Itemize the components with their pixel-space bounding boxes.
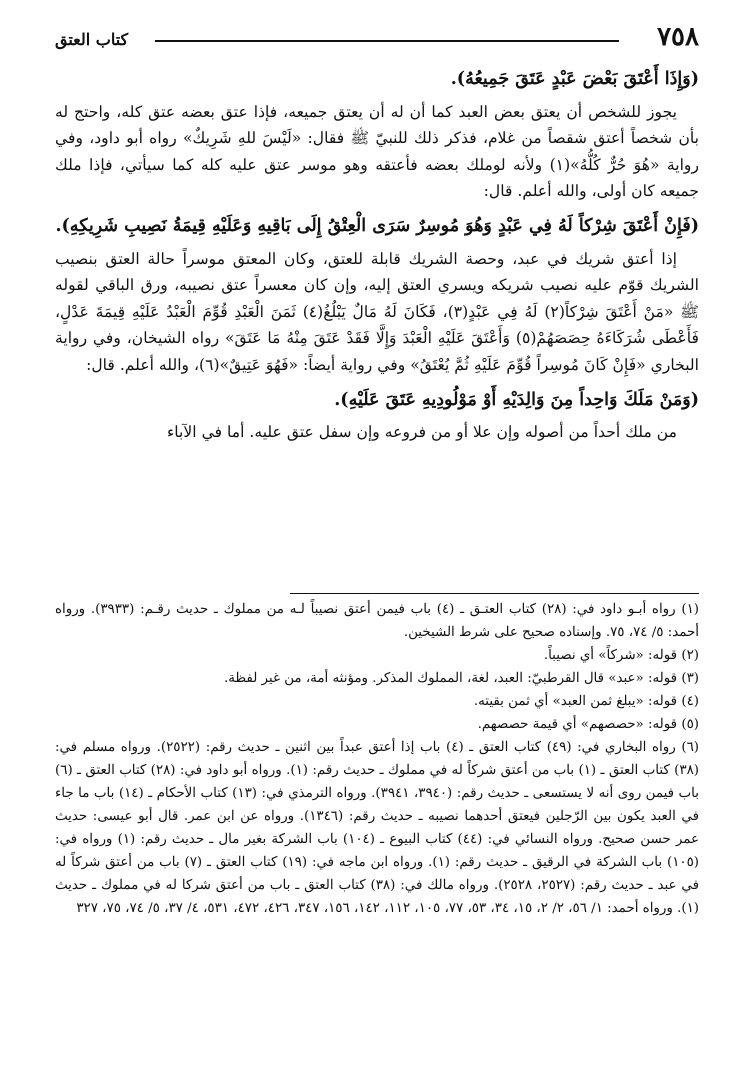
footnote: (٤) قوله: «يبلغ ثمن العبد» أي ثمن بقيته. [473, 694, 699, 709]
footnote: (٢) قوله: «شركاً» أي نصيباً. [543, 648, 699, 663]
footnote: (٣) قوله: «عبد» قال القرطبيّ: العبد، لغة، المملوك المذكر. ومؤنثه أمة، من غير لفظة. [224, 671, 699, 686]
matn-line: (وَإِذَا أَعْتَقَ بَعْضَ عَبْدٍ عَتَقَ جَمِيعُهُ). [450, 69, 699, 89]
footnote: (٥) قوله: «حصصهم» أي قيمة حصصهم. [477, 717, 699, 732]
matn-line: (فَإِنْ أَعْتَقَ شِرْكاً لَهُ فِي عَبْدٍ وَهُوَ مُوسِرٌ سَرَى الْعِتْقُ إِلَى بَاقِيهِ وَعَلَيْهِ قِيمَةُ نَصِيبِ شَرِيكِهِ). [55, 215, 699, 236]
commentary-paragraph: من ملك أحداً من أصوله وإن علا أو من فروعه وإن سفل عتق عليه. أما في الآباء [166, 423, 677, 442]
page-number: ٧٥٨ [657, 22, 699, 52]
footnote: (١) رواه أبـو داود في: (٢٨) كتاب العتـق ـ (٤) باب فيمن أعتق نصيباً لـه من مملوك ـ حديث رقـم: (٣٩٣٣). ورواه أحمد: ٥/ ٧٤، ٧٥. وإسناده صحيح على شرط الشيخين. [55, 602, 699, 640]
footnote: (٦) رواه البخاري في: (٤٩) كتاب العتق ـ (٤) باب إذا أعتق عبداً بين اثنين ـ حديث رقم: (٢٥٢٢). ورواه مسلم في: (٣٨) كتاب العتق ـ (١) باب من أعتق شركاً له في مملوك ـ حديث رقم: (١). ورواه أبو داود في: (٢٨) كتاب العتق ـ (٦) باب فيمن روى أنه لا يستسعى ـ حديث رقم: (٣٩٤٠، ٣٩٤١). ورواه الترمذي في: (١٣) كتاب الأحكام ـ (١٤) باب ما جاء في العبد يكون بين الرّجلين فيعتق أحدهما نصيبه ـ حديث رقم: (١٣٤٦). ورواه عن ابن عمر. قال أبو عيسى: حديث عمر حسن صحيح. ورواه النسائي في: (٤٤) كتاب البيوع ـ (١٠٤) باب الشركة بغير مال ـ حديث رقم: (١) ورواه في: (١٠٥) باب الشركة في الرقيق ـ حديث رقم: (١). ورواه ابن ماجه في: (١٩) كتاب العتق ـ (٧) باب من أعتق شركاً له في عبد ـ حديث رقم: (٢٥٢٧، ٢٥٢٨). ورواه مالك في: (٣٨) كتاب العتق ـ باب من أعتق شركا له في مملوك ـ حديث (١). ورواه أحمد: ١/ ٥٦، ٢/ ٢، ١٥، ٣٤، ٥٣، ٧٧، ١٠٥، ١١٢، ١٤٢، ١٥٦، ٣٤٧، ٤٢٦، ٤٧٢، ٥٣١، ٤/ ٣٧، ٥/ ٧٤، ٧٥، ٣٢٧ [55, 740, 700, 916]
chapter-title: كتاب العتق [55, 30, 129, 49]
commentary-paragraph: يجوز للشخص أن يعتق بعض العبد كما أن له أن يعتق جميعه، فإذا عتق بعضه عتق كله، واحتج له بأن شخصاً أعتق شقصاً من غلام، فذكر ذلك للنبيّ ﷺ فقال: «لَيْسَ للهِ شَرِيكٌ» رواه أبو داود، وفي رواية «هُوَ حُرٌّ كُلُّهُ»(١) ولأنه لوملك بعضه فأعتقه وهو موسر عتق عليه كله كما سيأتي، فإذا ملك جميعه كان أولى، والله أعلم. قال: [55, 102, 699, 201]
commentary-paragraph: إذا أعتق شريك في عبد، وحصة الشريك قابلة للعتق، وكان المعتق موسراً حالة العتق بنصيب الشريك قوّم عليه نصيب شريكه ويسري العتق إليه، وإن كان معسراً عتق نصيبه، ورق الباقي لقوله ﷺ «مَنْ أَعْتَقَ شِرْكاً(٢) لَهُ فِي عَبْدٍ(٣)، فَكَانَ لَهُ مَالٌ يَبْلُغُ(٤) ثَمَنَ الْعَبْدِ قُوِّمَ الْعَبْدُ عَلَيْهِ قِيمَةَ عَدْلٍ، فَأَعْطَى شُرَكَاءَهُ حِصَصَهُمْ(٥) وَأَعْتَقَ عَلَيْهِ الْعَبْدَ وَإِلَّا فَقَدْ عَتَقَ مِنْهُ مَا عَتَقَ» رواه الشيخان، وفي رواية البخاري «فَإِنْ كَانَ مُوسِراً قُوِّمَ عَلَيْهِ ثُمَّ يُعْتَقُ» وفي رواية أيضاً: «فَهُوَ عَتِيقٌ»(٦)، والله أعلم. قال: [55, 249, 700, 374]
footnotes [55, 598, 699, 920]
main-text [55, 66, 699, 454]
footnote-divider [290, 593, 699, 594]
header-rule [155, 40, 619, 42]
page-header [55, 22, 699, 56]
matn-line: (وَمَنْ مَلَكَ وَاحِداً مِنَ وَالِدَيْهِ أَوْ مَوْلُودِيهِ عَتَقَ عَلَيْهِ). [334, 389, 699, 410]
